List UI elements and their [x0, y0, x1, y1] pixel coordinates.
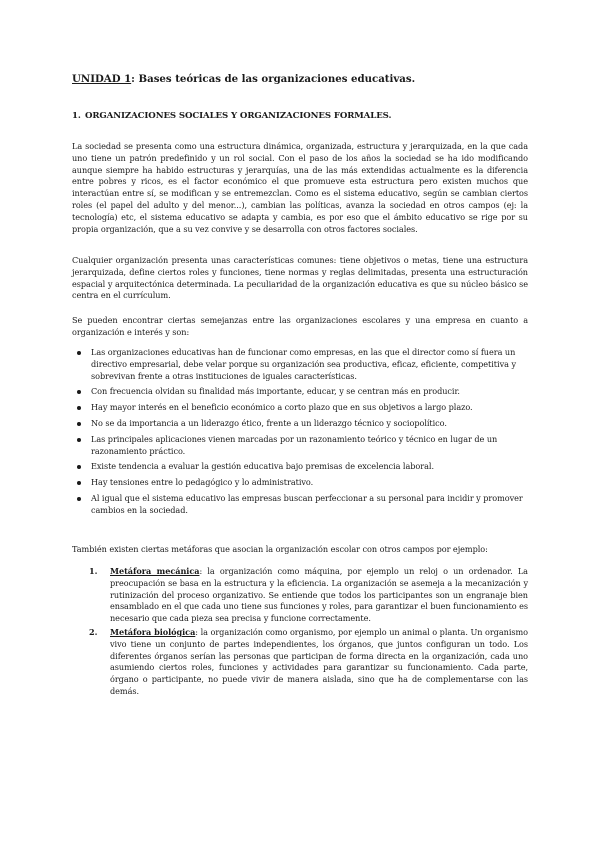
metaphor-text: la organización como máquina, por ejemplo un reloj o un ordenador. La preocupación se basa en la estructura y la eficiencia. La organización se asemeja a la mecanización y rutinización del proceso organizativo. Se entiende que todos los participantes son un engranaje bien ensamblado en el que cada uno tiene sus funciones y roles, para garantizar el buen funcionamiento es necesario que cada pieza sea precisa y funcione correctamente. — [110, 566, 528, 624]
bullet-icon — [77, 351, 81, 355]
item-number: 1. — [89, 566, 98, 576]
section-heading-text: ORGANIZACIONES SOCIALES Y ORGANIZACIONES FORMALES. — [85, 111, 392, 121]
list-item: Con frecuencia olvidan su finalidad más importante, educar, y se centran más en producir. — [72, 386, 528, 398]
list-item: Hay mayor interés en el beneficio económico a corto plazo que en sus objetivos a largo plazo. — [72, 402, 528, 414]
unit-label: UNIDAD 1 — [72, 73, 132, 85]
list-item: 2. Metáfora biológica: la organización como organismo, por ejemplo un animal o planta. Un organismo vivo tiene un conjunto de partes independientes, los órganos, que juntos configuran un todo. Los diferentes órganos serían las personas que participan de forma directa en la organización, cada uno asumiendo ciertos roles, funciones y actividades para garantizar su funcionamiento. Cada parte, órgano o participante, no puede vivir de manera aislada, sino que ha de complementarse con las demás. — [89, 626, 528, 696]
bullet-icon — [77, 497, 81, 501]
unit-title-text: : Bases teóricas de las organizaciones educativas. — [131, 73, 416, 85]
page-title — [72, 73, 415, 85]
paragraph-society: La sociedad se presenta como una estructura dinámica, organizada, estructura y jerarquizada, en la que cada uno tiene un patrón predefinido y un rol social. Con el paso de los años la sociedad se ha ido modificando aunque siempre ha habido estructuras y jerarquías, una de las más extendidas actualmente es la diferencia entre pobres y ricos, es el factor económico el que promueve esta estructura pero existen muchos que interactúan entre sí, se modifican y se entremezclan. Como es el sistema educativo, según se cambian ciertos roles (el papel del adulto y del menor...), cambian las políticas, avanza la sociedad en otros campos (ej: la tecnología) etc, el sistema educativo se adapta y cambia, es por eso que el ámbito educativo se rige por su propia organización, que a su vez convive y se desarrolla con otros factores sociales. — [72, 141, 528, 234]
bullet-icon — [77, 406, 81, 410]
section-number: 1. — [72, 111, 81, 121]
paragraph-similarities: Se pueden encontrar ciertas semejanzas entre las organizaciones escolares y una empresa en cuanto a organización e interés y son: — [72, 315, 528, 337]
list-item: Existe tendencia a evaluar la gestión educativa bajo premisas de excelencia laboral. — [72, 461, 528, 473]
list-item: Al igual que el sistema educativo las empresas buscan perfeccionar a su personal para incidir y promover cambios en la sociedad. — [72, 493, 528, 517]
section-heading — [72, 111, 391, 121]
bullet-icon — [77, 438, 81, 442]
paragraph-metaphors-intro: También existen ciertas metáforas que asocian la organización escolar con otros campos por ejemplo: — [72, 544, 488, 554]
list-item: No se da importancia a un liderazgo ético, frente a un liderazgo técnico y sociopolítico. — [72, 418, 528, 430]
list-item: Las principales aplicaciones vienen marcadas por un razonamiento teórico y técnico en lugar de un razonamiento práctico. — [72, 434, 528, 458]
paragraph-organization: Cualquier organización presenta unas características comunes: tiene objetivos o metas, tiene una estructura jerarquizada, define ciertos roles y funciones, tiene normas y reglas delimitadas, presenta una estructuración espacial y arquitectónica determinada. La peculiaridad de la organización educativa es que su núcleo básico se centra en el currículum. — [72, 255, 528, 301]
metaphor-term: Metáfora mecánica — [110, 566, 200, 576]
list-item: Hay tensiones entre lo pedagógico y lo administrativo. — [72, 477, 528, 489]
bullet-icon — [77, 465, 81, 469]
metaphor-text: la organización como organismo, por ejemplo un animal o planta. Un organismo vivo tiene un conjunto de partes independientes, los órganos, que juntos configuran un todo. Los diferentes órganos serían las personas que participan de forma directa en la organización, cada uno asumiendo ciertos roles, funciones y actividades para garantizar su funcionamiento. Cada parte, órgano o participante, no puede vivir de manera aislada, sino que ha de complementarse con las demás. — [110, 626, 528, 696]
metaphors-list — [72, 566, 528, 700]
bullet-icon — [77, 390, 81, 394]
bullet-icon — [77, 422, 81, 426]
similarities-list — [72, 347, 528, 521]
metaphor-term: Metáfora biológica — [110, 626, 196, 637]
item-number: 2. — [89, 626, 98, 637]
list-item: Las organizaciones educativas han de funcionar como empresas, en las que el director como sí fuera un directivo empresarial, debe velar porque su organización sea productiva, eficaz, eficiente, competitiva y sobrevivan frente a otras instituciones de iguales características. — [72, 347, 528, 382]
bullet-icon — [77, 481, 81, 485]
list-item: 1. Metáfora mecánica: la organización como máquina, por ejemplo un reloj o un ordenador. La preocupación se basa en la estructura y la eficiencia. La organización se asemeja a la mecanización y rutinización del proceso organizativo. Se entiende que todos los participantes son un engranaje bien ensamblado en el que cada uno tiene sus funciones y roles, para garantizar el buen funcionamiento es necesario que cada pieza sea precisa y funcione correctamente. — [89, 566, 528, 624]
